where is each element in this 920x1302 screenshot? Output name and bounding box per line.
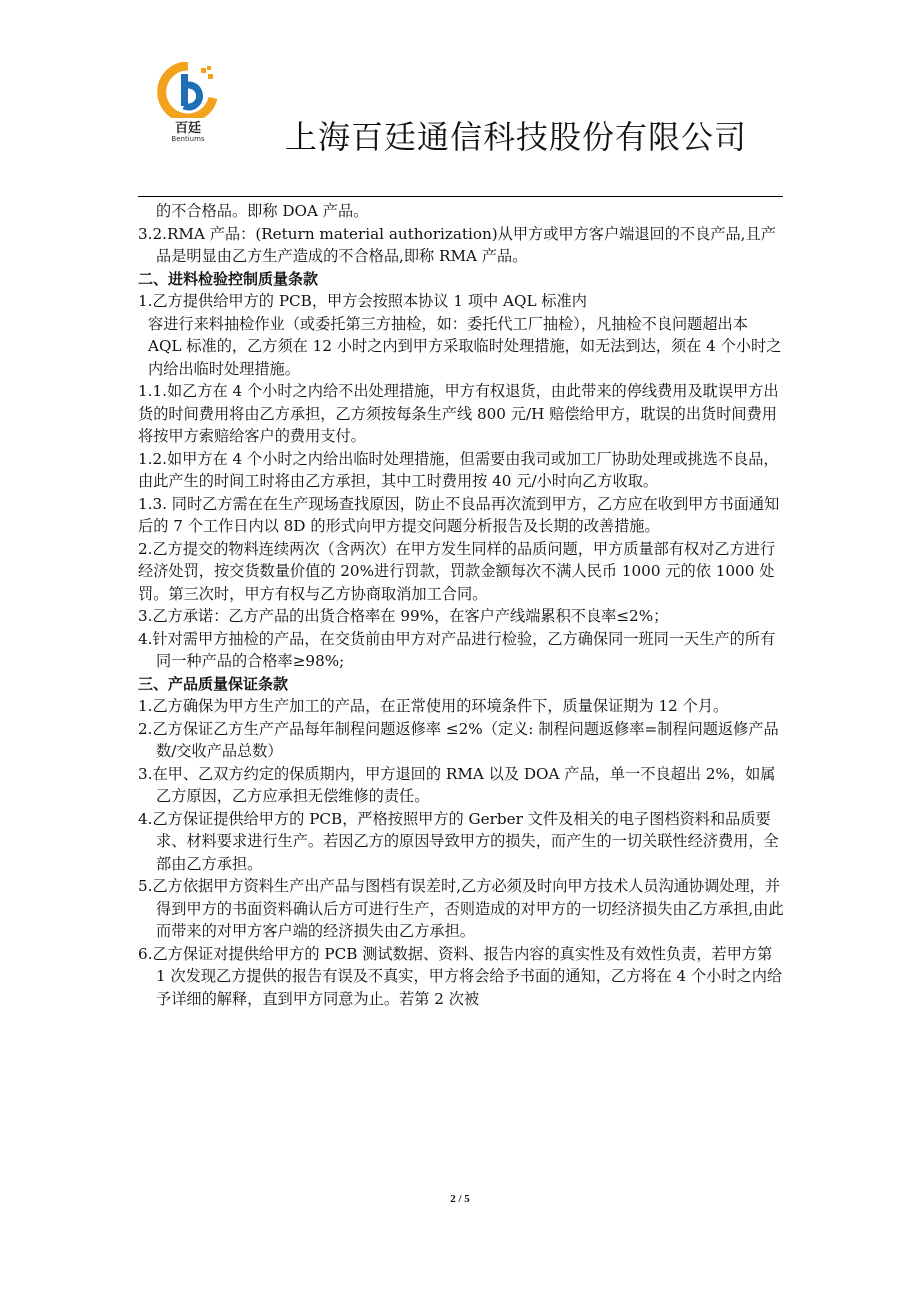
company-logo bbox=[155, 62, 221, 152]
logo-mark-icon bbox=[155, 62, 221, 118]
logo-chinese-text: 百廷 bbox=[174, 121, 201, 136]
header-divider bbox=[138, 196, 783, 197]
paragraph: 1.1.如乙方在 4 个小时之内给不出处理措施，甲方有权退货，由此带来的停线费用及耽误甲方出货的时间费用将由乙方承担，乙方须按每条生产线 800 元/H 赔偿给甲方，耽误的出货时间费用将按甲方索赔给客户的费用支付。 bbox=[138, 382, 779, 445]
company-name: 上海百廷通信科技股份有限公司 bbox=[285, 118, 748, 156]
paragraph: 3.乙方承诺：乙方产品的出货合格率在 99%，在客户产线端累积不良率≤2%； bbox=[138, 607, 669, 625]
logo-english-text: Bentiums bbox=[171, 135, 205, 143]
section-heading: 二、进料检验控制质量条款 bbox=[138, 269, 319, 288]
paragraph: 1.乙方确保为甲方生产加工的产品，在正常使用的环境条件下，质量保证期为 12 个月。 bbox=[138, 697, 729, 715]
paragraph: 1.3. 同时乙方需在在生产现场查找原因，防止不良品再次流到甲方，乙方应在收到甲方书面通知后的 7 个工作日内以 8D 的形式向甲方提交问题分析报告及长期的改善措施。 bbox=[138, 494, 780, 535]
page-header bbox=[0, 0, 920, 200]
paragraph: 4.针对需甲方抽检的产品，在交货前由甲方对产品进行检验，乙方确保同一班同一天生产的所有同一种产品的合格率≥98%; bbox=[138, 629, 776, 670]
document-body bbox=[138, 200, 786, 1010]
page-number: 2 / 5 bbox=[450, 1193, 470, 1205]
paragraph: 2.乙方提交的物料连续两次（含两次）在甲方发生同样的品质问题，甲方质量部有权对乙方进行经济处罚，按交货数量价值的 20%进行罚款，罚款金额每次不满人民币 1000 元的依 1000 处罚。第三次时，甲方有权与乙方协商取消加工合同。 bbox=[138, 539, 776, 603]
paragraph: 的不合格品。即称 DOA 产品。 bbox=[156, 202, 369, 220]
paragraph: 3.在甲、乙双方约定的保质期内，甲方退回的 RMA 以及 DOA 产品，单一不良超出 2%，如属乙方原因，乙方应承担无偿维修的责任。 bbox=[138, 764, 776, 805]
paragraph: 3.2.RMA 产品：(Return material authorization)从甲方或甲方客户端退回的不良产品,且产品是明显由乙方生产造成的不合格品,即称 RMA 产品。 bbox=[138, 224, 776, 265]
paragraph: 4.乙方保证提供给甲方的 PCB，严格按照甲方的 Gerber 文件及相关的电子图档资料和品质要求、材料要求进行生产。若因乙方的原因导致甲方的损失，而产生的一切关联性经济费用，全部由乙方承担。 bbox=[138, 809, 779, 873]
paragraph: 5.乙方依据甲方资料生产出产品与图档有误差时,乙方必须及时向甲方技术人员沟通协调处理，并得到甲方的书面资料确认后方可进行生产，否则造成的对甲方的一切经济损失由乙方承担,由此而带来的对甲方客户端的经济损失由乙方承担。 bbox=[138, 877, 784, 940]
section-heading: 三、产品质量保证条款 bbox=[138, 674, 289, 693]
paragraph: 2.乙方保证乙方生产产品每年制程问题返修率 ≤2%（定义: 制程问题返修率=制程问题返修产品数/交收产品总数） bbox=[138, 719, 779, 760]
paragraph: 容进行来料抽检作业（或委托第三方抽检，如：委托代工厂抽检），凡抽检不良问题超出本 AQL 标准的，乙方须在 12 小时之内到甲方采取临时处理措施，如无法到达，须在 4 个小时之内给出临时处理措施。 bbox=[148, 314, 782, 378]
paragraph: 6.乙方保证对提供给甲方的 PCB 测试数据、资料、报告内容的真实性及有效性负责，若甲方第 1 次发现乙方提供的报告有误及不真实，甲方将会给予书面的通知，乙方将在 4 个小时之内给予详细的解释，直到甲方同意为止。若第 2 次被 bbox=[138, 944, 783, 1008]
paragraph: 1.2.如甲方在 4 个小时之内给出临时处理措施，但需要由我司或加工厂协助处理或挑选不良品，由此产生的时间工时将由乙方承担，其中工时费用按 40 元/小时向乙方收取。 bbox=[138, 449, 779, 490]
paragraph: 1.乙方提供给甲方的 PCB，甲方会按照本协议 1 项中 AQL 标准内 bbox=[138, 292, 587, 310]
